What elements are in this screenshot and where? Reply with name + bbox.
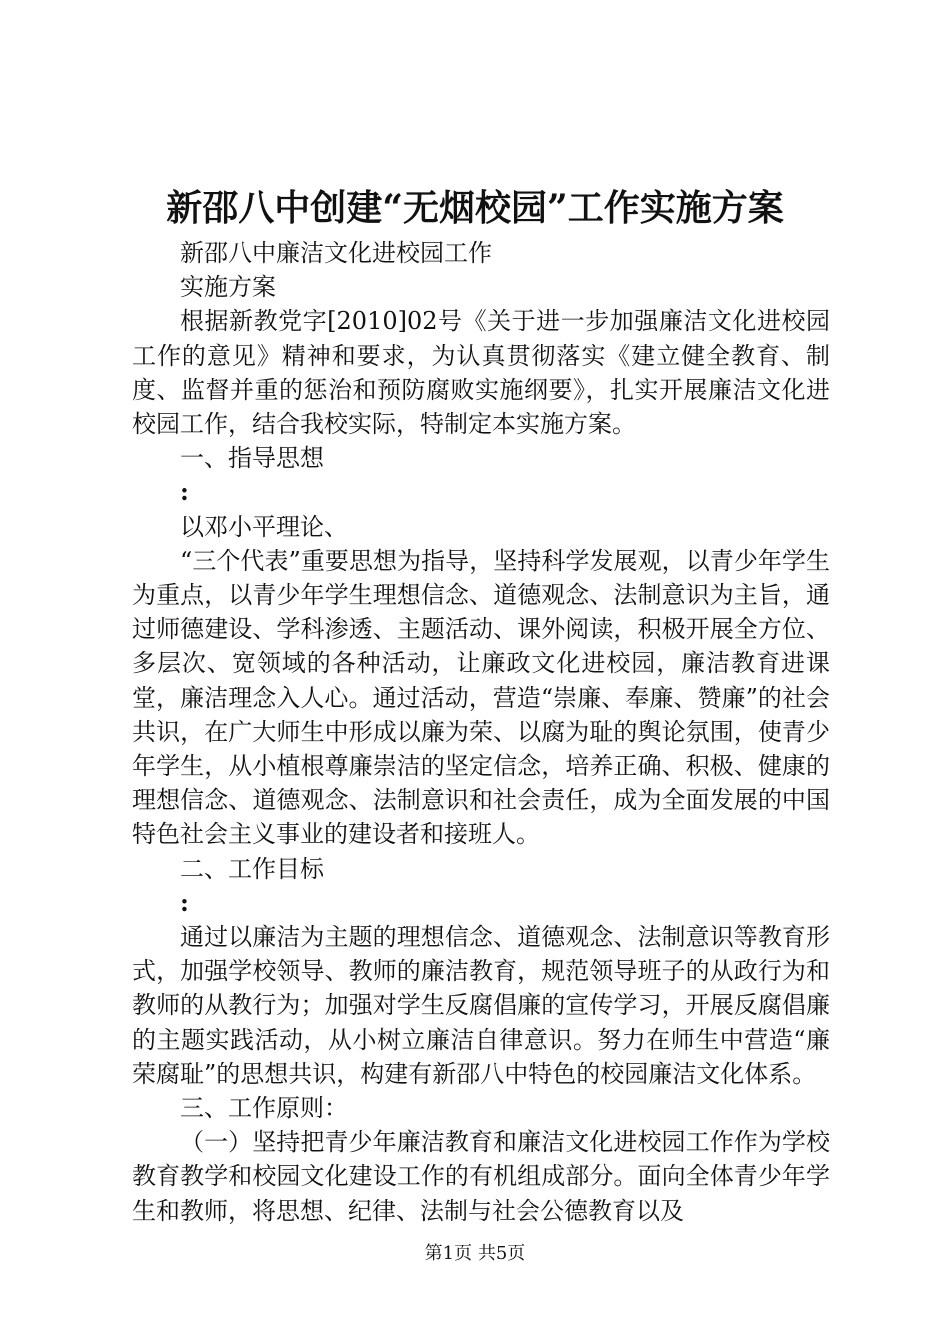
subtitle-line-1: 新邵八中廉洁文化进校园工作 [180,239,492,267]
guiding-paragraph-lead: 以邓小平理论、 [180,512,348,541]
section-colon: : [180,477,189,507]
subtitle-line-2: 实施方案 [180,273,276,302]
document-body [132,236,830,1228]
section-heading-guiding-ideology: 一、指导思想 [180,444,324,473]
guiding-paragraph: “三个代表”重要思想为指导，坚持科学发展观，以青少年学生为重点，以青少年学生理想信念、道德观念、法制意识为主旨，通过师德建设、学科渗透、主题活动、课外阅读，积极开展全方位、多层次、宽领域的各种活动，让廉政文化进校园，廉洁教育进课堂，廉洁理念入人心。通过活动，营造“崇廉、奉廉、赞廉”的社会共识，在广大师生中形成以廉为荣、以腐为耻的舆论氛围，使青少年学生，从小植根尊廉崇洁的坚定信念，培养正确、积极、健康的理想信念、道德观念、法制意识和社会责任，成为全面发展的中国特色社会主义事业的建设者和接班人。 [132,546,830,849]
section-heading-work-goals: 二、工作目标 [180,854,324,883]
page-footer: 第1页 共5页 [424,1243,526,1264]
section-heading-work-principles: 三、工作原则： [180,1094,348,1123]
document-title: 新邵八中创建“无烟校园”工作实施方案 [166,187,784,229]
principle-paragraph-1: （一）坚持把青少年廉洁教育和廉洁文化进校园工作作为学校教育教学和校园文化建设工作的有机组成部分。面向全体青少年学生和教师，将思想、纪律、法制与社会公德教育以及 [132,1128,830,1225]
intro-paragraph: 根据新教党字[2010]02号《关于进一步加强廉洁文化进校园工作的意见》精神和要求，为认真贯彻落实《建立健全教育、制度、监督并重的惩治和预防腐败实施纲要》，扎实开展廉洁文化进校园工作，结合我校实际，特制定本实施方案。 [132,307,830,439]
section-colon: : [180,887,189,917]
goals-paragraph: 通过以廉洁为主题的理想信念、道德观念、法制意识等教育形式，加强学校领导、教师的廉洁教育，规范领导班子的从政行为和教师的从教行为；加强对学生反腐倡廉的宣传学习，开展反腐倡廉的主题实践活动，从小树立廉洁自律意识。努力在师生中营造“廉荣腐耻”的思想共识，构建有新邵八中特色的校园廉洁文化体系。 [132,923,830,1088]
